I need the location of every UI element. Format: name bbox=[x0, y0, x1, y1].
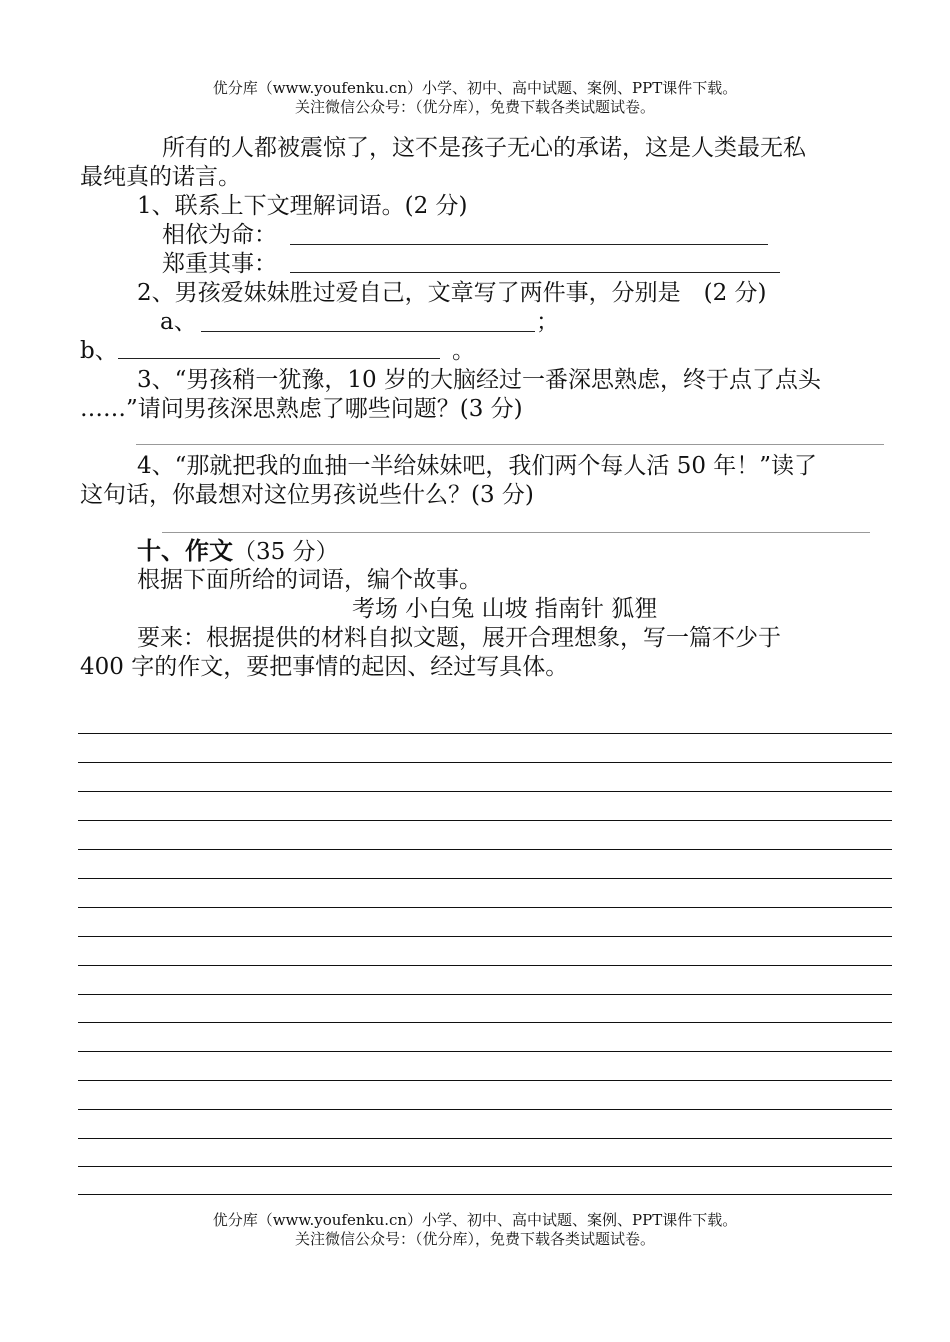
writing-line[interactable] bbox=[78, 907, 892, 908]
writing-line[interactable] bbox=[78, 1166, 892, 1167]
writing-line[interactable] bbox=[78, 849, 892, 850]
answer-blank-3[interactable] bbox=[136, 444, 884, 445]
page-header-line-1: 优分库（www.youfenku.cn）小学、初中、高中试题、案例、PPT课件下载。 bbox=[212, 79, 738, 97]
answer-blank-term-1[interactable] bbox=[290, 244, 768, 245]
question-2-b-end: 。 bbox=[452, 338, 475, 364]
composition-instruction: 根据下面所给的词语，编个故事。 bbox=[137, 567, 482, 593]
writing-line[interactable] bbox=[78, 762, 892, 763]
question-4-line-1: 4、“那就把我的血抽一半给妹妹吧，我们两个每人活 50 年！”读了 bbox=[137, 453, 818, 479]
question-2-b-label: b、 bbox=[80, 338, 118, 364]
question-1-term-1: 相依为命： bbox=[162, 222, 277, 248]
passage-line-2: 最纯真的诺言。 bbox=[80, 164, 241, 190]
writing-line[interactable] bbox=[78, 878, 892, 879]
question-2-a-end: ； bbox=[536, 309, 559, 335]
answer-blank-4[interactable] bbox=[162, 532, 870, 533]
composition-title: 十、作文 bbox=[137, 536, 233, 565]
writing-line[interactable] bbox=[78, 1051, 892, 1052]
writing-line[interactable] bbox=[78, 1022, 892, 1023]
page-footer-line-2: 关注微信公众号：（优分库），免费下载各类试题试卷。 bbox=[294, 1230, 655, 1248]
answer-blank-term-2[interactable] bbox=[290, 272, 780, 273]
question-2-a-label: a、 bbox=[160, 309, 197, 335]
writing-line[interactable] bbox=[78, 936, 892, 937]
question-1-prompt: 1、联系上下文理解词语。(2 分) bbox=[137, 193, 468, 219]
writing-line[interactable] bbox=[78, 965, 892, 966]
composition-score: （35 分） bbox=[233, 539, 339, 565]
page-footer-line-1: 优分库（www.youfenku.cn）小学、初中、高中试题、案例、PPT课件下载。 bbox=[212, 1211, 738, 1229]
question-2-prompt: 2、男孩爱妹妹胜过爱自己，文章写了两件事，分别是 (2 分) bbox=[137, 280, 767, 306]
composition-heading bbox=[137, 537, 339, 566]
writing-line[interactable] bbox=[78, 1194, 892, 1195]
question-3-line-1: 3、“男孩稍一犹豫，10 岁的大脑经过一番深思熟虑，终于点了点头 bbox=[137, 367, 821, 393]
writing-line[interactable] bbox=[78, 1109, 892, 1110]
answer-blank-2b[interactable] bbox=[118, 358, 440, 359]
passage-line-1: 所有的人都被震惊了，这不是孩子无心的承诺，这是人类最无私 bbox=[162, 135, 806, 161]
question-1-term-2: 郑重其事： bbox=[162, 251, 277, 277]
writing-line[interactable] bbox=[78, 1080, 892, 1081]
writing-line[interactable] bbox=[78, 791, 892, 792]
writing-line[interactable] bbox=[78, 820, 892, 821]
writing-line[interactable] bbox=[78, 994, 892, 995]
question-3-line-2: ……”请问男孩深思熟虑了哪些问题？(3 分) bbox=[80, 396, 523, 422]
composition-words: 考场 小白兔 山坡 指南针 狐狸 bbox=[352, 596, 658, 622]
writing-line[interactable] bbox=[78, 1138, 892, 1139]
answer-blank-2a[interactable] bbox=[201, 331, 535, 332]
writing-line[interactable] bbox=[78, 733, 892, 734]
question-4-line-2: 这句话，你最想对这位男孩说些什么？(3 分) bbox=[80, 482, 534, 508]
page-header-line-2: 关注微信公众号：（优分库），免费下载各类试题试卷。 bbox=[294, 98, 655, 116]
composition-requirement-line-1: 要来：根据提供的材料自拟文题，展开合理想象，写一篇不少于 bbox=[137, 625, 781, 651]
composition-requirement-line-2: 400 字的作文，要把事情的起因、经过写具体。 bbox=[80, 654, 569, 680]
